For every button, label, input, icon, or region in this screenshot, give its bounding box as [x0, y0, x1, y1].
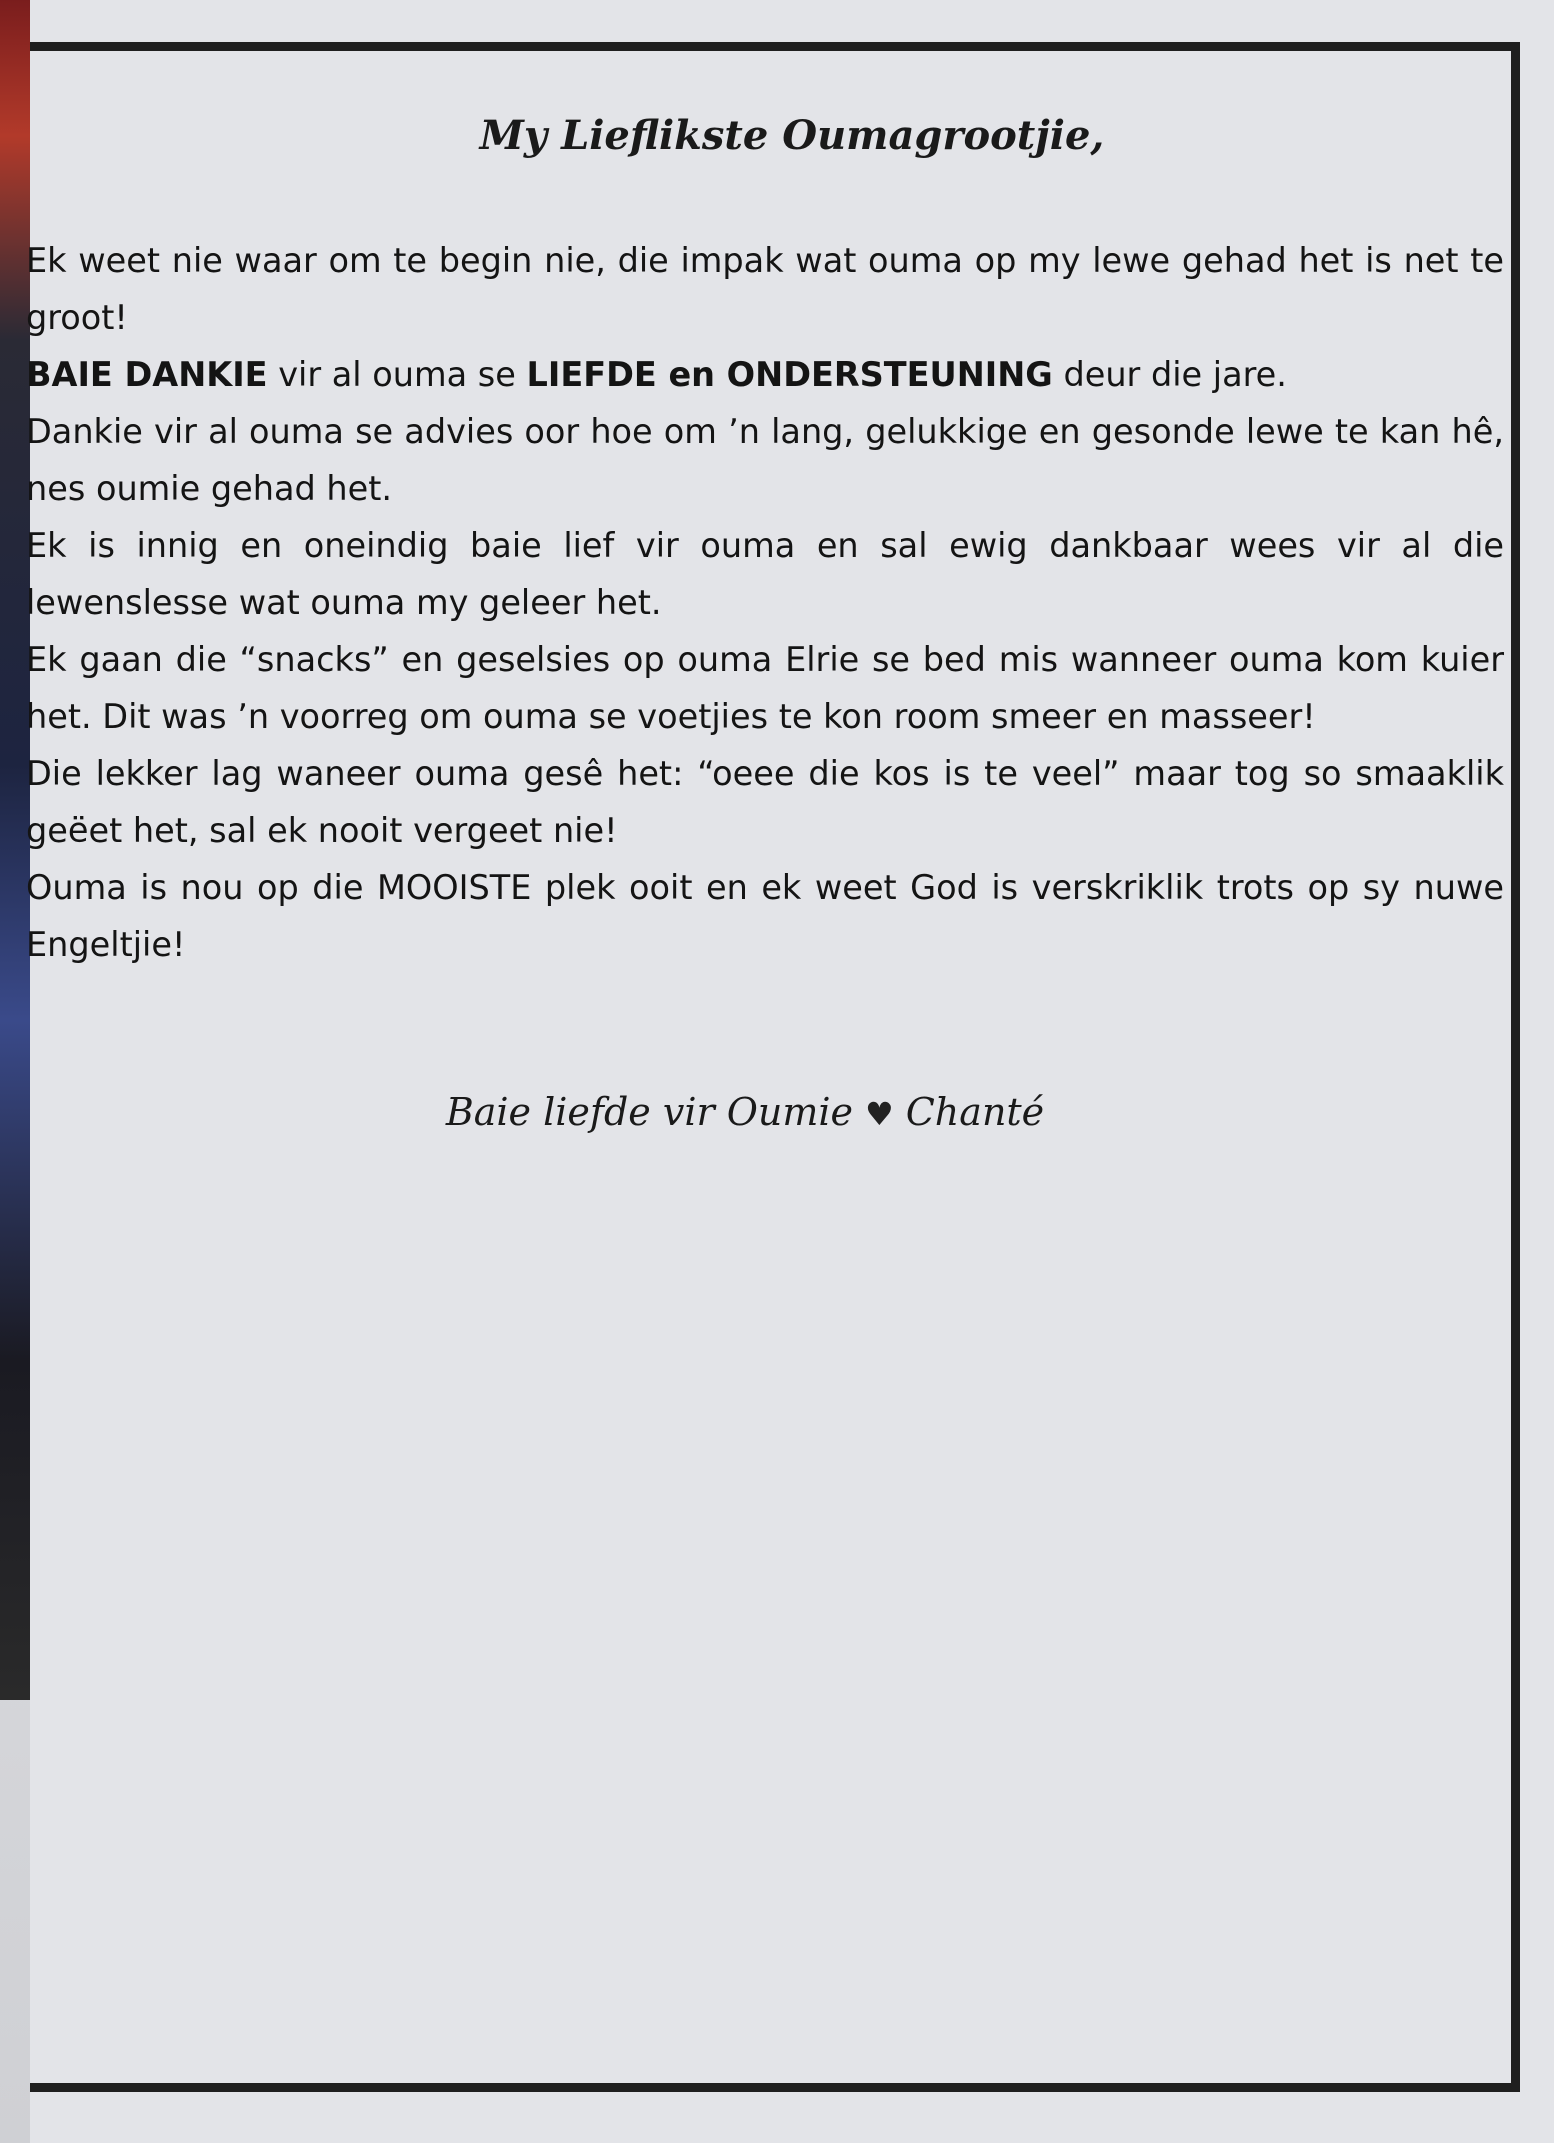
heart-icon: ♥ [865, 1095, 894, 1133]
paragraph: Die lekker lag waneer ouma gesê het: “oeee die kos is te veel” maar tog so smaaklik geëet het, sal ek nooit vergeet nie! [26, 754, 1504, 850]
bold-love-support: LIEFDE en ONDERSTEUNING [526, 355, 1053, 394]
paragraph: Ouma is nou op die MOOISTE plek ooit en ek weet God is verskriklik trots op sy nuwe Engeltjie! [26, 868, 1504, 964]
paragraph: Dankie vir al ouma se advies oor hoe om ’n lang, gelukkige en gesonde lewe te kan hê, nes oumie gehad het. [26, 412, 1504, 508]
signoff-name: Chanté [905, 1090, 1045, 1134]
signoff-text: Baie liefde vir Oumie [445, 1090, 854, 1134]
letter-page [26, 0, 1554, 2143]
paragraph: Ek is innig en oneindig baie lief vir ouma en sal ewig dankbaar wees vir al die lewenslesse wat ouma my geleer het. [26, 526, 1504, 622]
paragraph: Ek weet nie waar om te begin nie, die impak wat ouma op my lewe gehad het is net te groot! [26, 241, 1504, 337]
paragraph-text: vir al ouma se [267, 355, 527, 394]
letter-title: My Lieflikste Oumagrootjie, [479, 112, 1105, 159]
signoff [30, 1090, 1460, 1134]
paragraph-text: deur die jare. [1052, 355, 1287, 394]
paragraph: Ek gaan die “snacks” en geselsies op ouma Elrie se bed mis wanneer ouma kom kuier het. Dit was ’n voorreg om ouma se voetjies te kon room smeer en masseer! [26, 640, 1504, 736]
bold-thanks: BAIE DANKIE [26, 355, 268, 394]
paragraph-thanks [26, 346, 1504, 403]
letter-body [26, 232, 1504, 973]
